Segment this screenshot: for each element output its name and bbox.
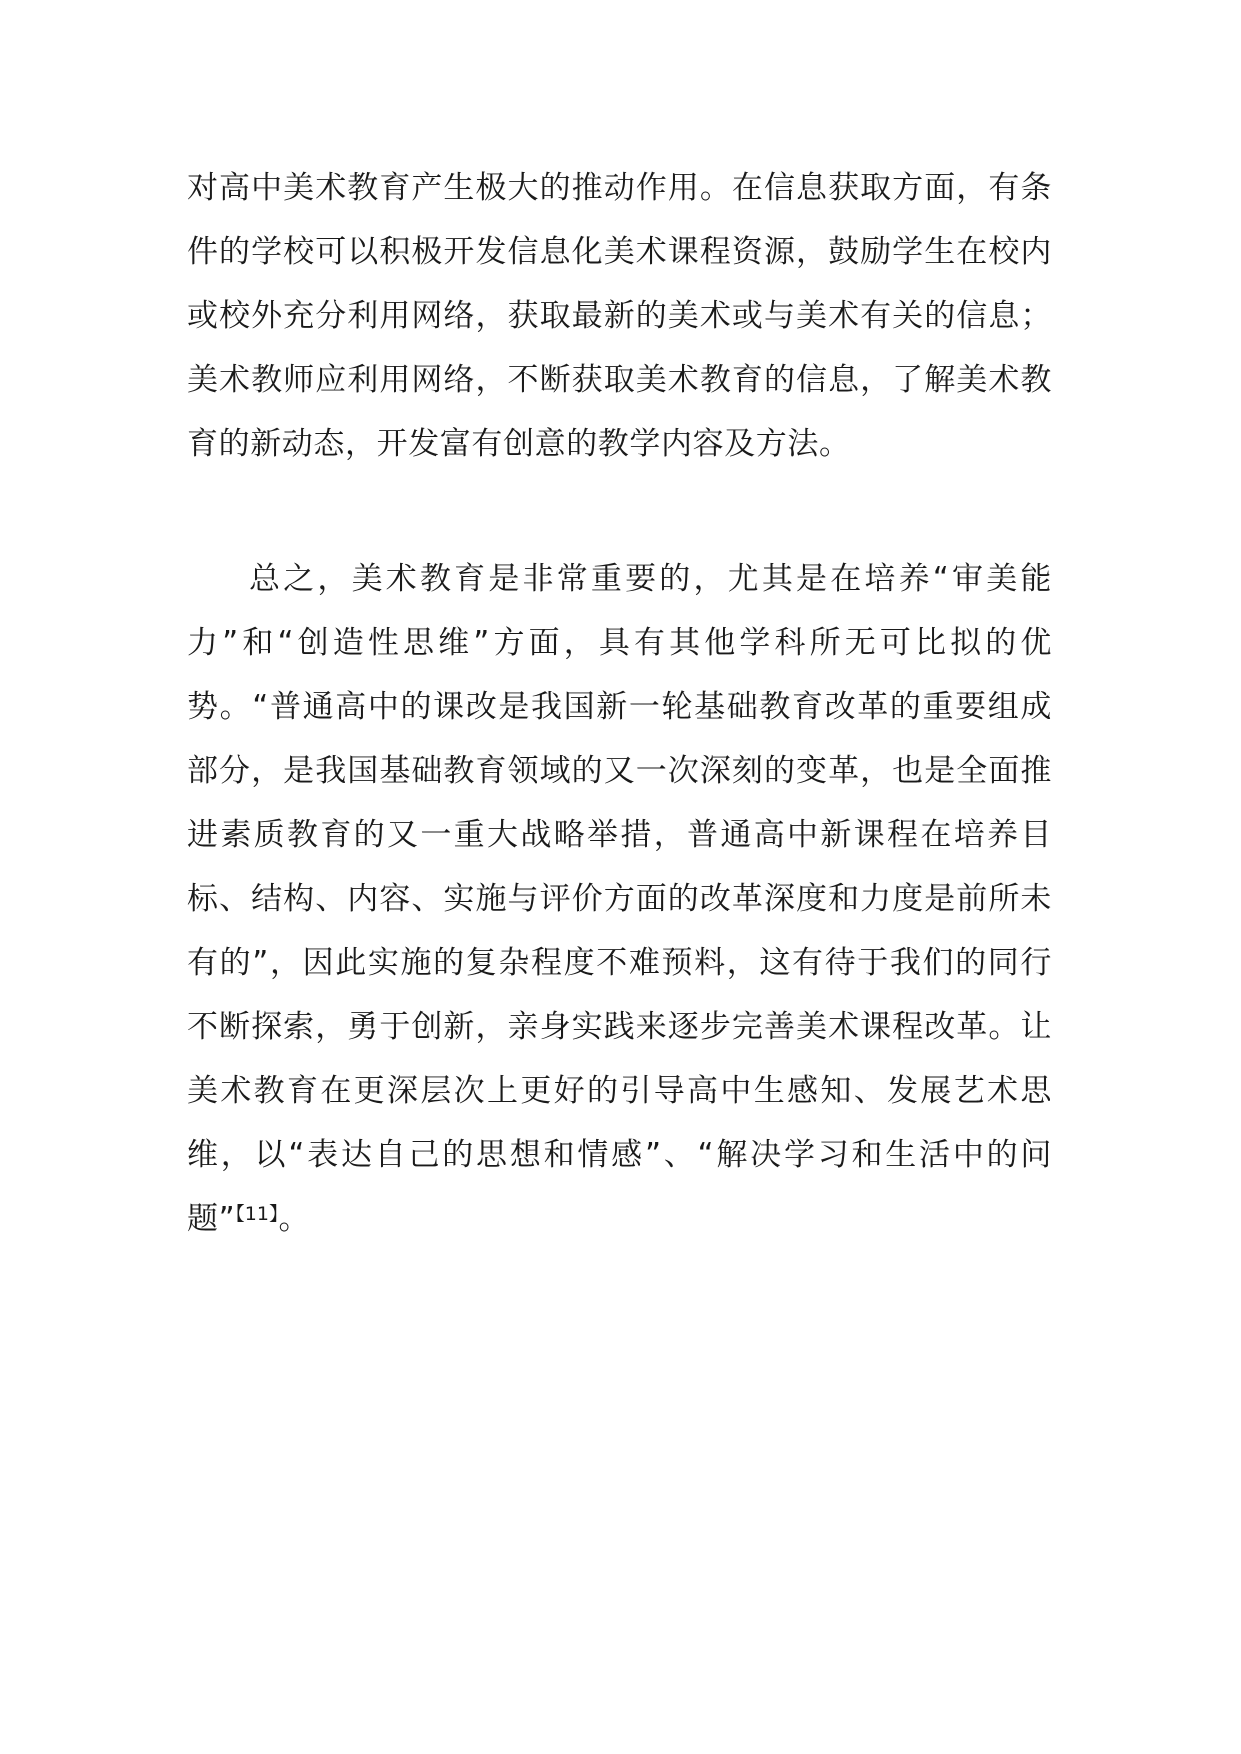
paragraph-2-text: 总之，美术教育是非常重要的，尤其是在培养“审美能力”和“创造性思维”方面，具有其他学科所无可比拟的优势。“普通高中的课改是我国新一轮基础教育改革的重要组成部分，是我国基础教育领域的又一次深刻的变革，也是全面推进素质教育的又一重大战略举措，普通高中新课程在培养目标、结构、内容、实施与评价方面的改革深度和力度是前所未有的”，因此实施的复杂程度不难预料，这有待于我们的同行不断探索，勇于创新，亲身实践来逐步完善美术课程改革。让美术教育在更深层次上更好的引导高中生感知、发展艺术思维，以“表达自己的思想和情感”、“解决学习和生活中的问题” [187,561,1052,1237]
paragraph-2 [187,547,1052,1251]
paragraph-1 [187,156,1052,476]
citation-marker: 【11】 [235,1203,279,1225]
paragraph-2-ending: 。 [278,1201,311,1237]
paragraph-1-text: 对高中美术教育产生极大的推动作用。在信息获取方面，有条件的学校可以积极开发信息化美术课程资源，鼓励学生在校内或校外充分利用网络，获取最新的美术或与美术有关的信息；美术教师应利用网络，不断获取美术教育的信息，了解美术教育的新动态，开发富有创意的教学内容及方法。 [187,170,1052,462]
